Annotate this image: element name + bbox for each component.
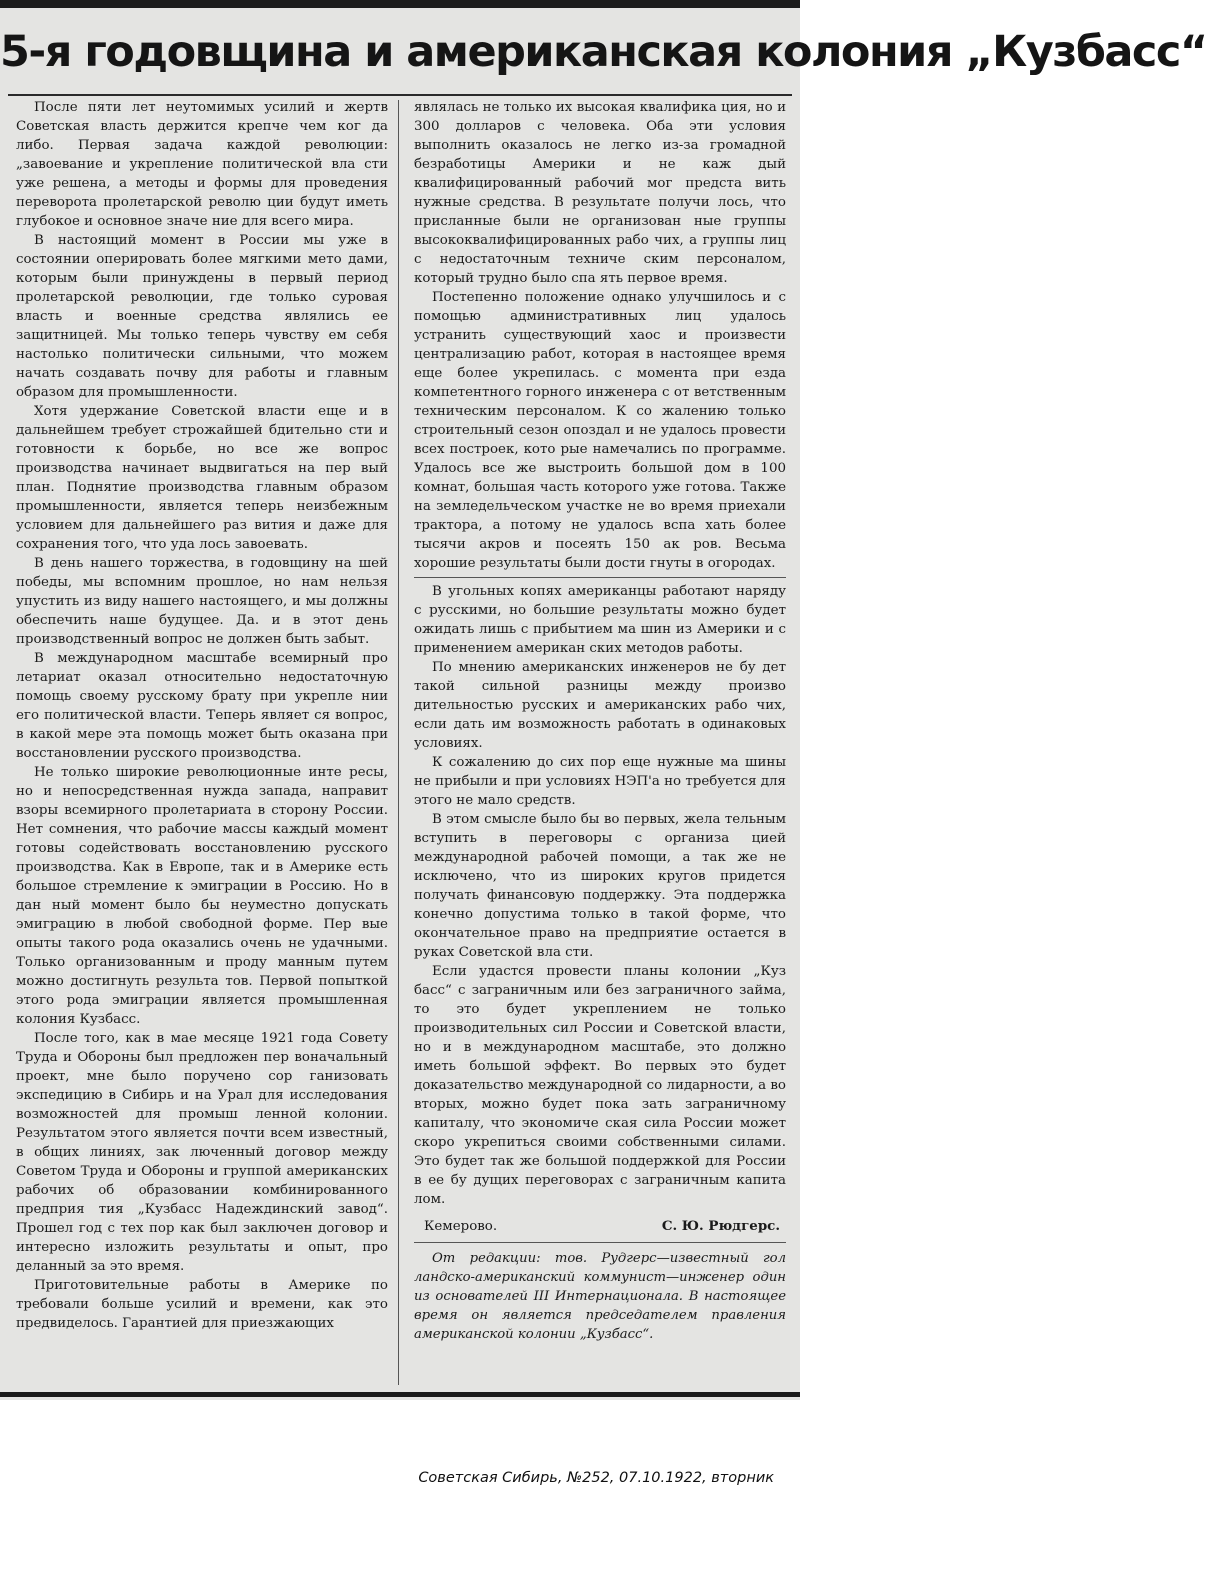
- article-paragraph: После того, как в мае месяце 1921 года Совету Труда и Обороны был предложен пер воначальный проект, мне было поручено сор ганизовать экспедицию в Сибирь и на Урал для исследования возможностей для промыш ленной колонии. Результатом этого является почти всем известный, в общих линиях, зак люченный договор между Советом Труда и Обороны и группой американских рабочих об образовании комбинированного предприя тия „Кузбасс Надеждинский завод“. Прошел год с тех пор как был заключен договор и интересно изложить результаты и опыт, про деланный за это время.: [16, 1031, 388, 1274]
- article-paragraph: Хотя удержание Советской власти еще и в дальнейшем требует строжайшей бдительно сти и готовности к борьбе, но все же вопрос производства начинает выдвигаться на пер вый план. Поднятие производства главным образом промышленности, является теперь неизбежным условием для дальнейшего раз вития и даже для сохранения того, что уда лось завоевать.: [16, 404, 388, 552]
- column-divider: [398, 100, 399, 1385]
- article-paragraph: В настоящий момент в России мы уже в состоянии оперировать более мягкими мето дами, которым были принуждены в первый период пролетарской революции, где только суровая власть и военные средства являлись ее защитницей. Мы только теперь чувству ем себя настолько политически сильными, что можем начать создавать почву для работы и главным образом для промышленности.: [16, 233, 388, 400]
- headline-divider: [8, 94, 792, 96]
- article-paragraph: Не только широкие революционные инте ресы, но и непосредственная нужда запада, направит взоры всемирного пролетариата в сторону России. Нет сомнения, что рабочие массы каждый момент готовы содействовать восстановлению русского производства. Как в Европе, так и в Америке есть большое стремление к эмиграции в Россию. Но в дан ный момент было бы неуместно допускать эмиграцию в любой свободной форме. Пер вые опыты такого рода оказались очень не удачными. Только организованным и проду манным путем можно достигнуть результа тов. Первой попыткой этого рода эмиграции является промышленная колония Кузбасс.: [16, 765, 388, 1027]
- article-paragraph: являлась не только их высокая квалифика ция, но и 300 долларов с человека. Оба эти условия выполнить оказалось не легко из-за громадной безработицы Америки и не каж дый квалифицированный рабочий мог предста вить нужные средства. В результате получи лось, что присланные были не организован ные группы высококвалифицированных рабо чих, а группы лиц с недостаточным техниче ским персоналом, который трудно было спа ять первое время.: [414, 100, 786, 286]
- top-border-rule: [0, 0, 800, 8]
- article-paragraph: В международном масштабе всемирный про летариат оказал относительно недостаточную помощь своему русскому брату при укрепле нии его политической власти. Теперь являет ся вопрос, в какой мере эта помощь может быть оказана при восстановлении русского производства.: [16, 651, 388, 761]
- article-paragraph: В угольных копях американцы работают наряду с русскими, но большие результаты можно будет ожидать лишь с прибытием ма шин из Америки и с применением американ ских методов работы.: [414, 577, 786, 658]
- article-paragraph: Приготовительные работы в Америке по требовали больше усилий и времени, как это предвиделось. Гарантией для приезжающих: [16, 1278, 388, 1331]
- signature-place: Кемерово.: [424, 1219, 498, 1234]
- editor-note-divider: [414, 1242, 786, 1243]
- article-paragraph: После пяти лет неутомимых усилий и жертв Советская власть держится крепче чем ког да либо. Первая задача каждой революции: „завоевание и укрепление политической вла сти уже решена, а методы и формы для проведения переворота пролетарской револю ции будут иметь глубокое и основное значе ние для всего мира.: [16, 100, 388, 229]
- article-headline: 5-я годовщина и американская колония „Кузбасс“: [0, 27, 1207, 77]
- article-signature: [414, 1217, 786, 1236]
- bottom-border-rule: [0, 1392, 800, 1397]
- article-paragraph: В день нашего торжества, в годовщину на шей победы, мы вспомним прошлое, но нам нельзя упустить из виду нашего настоящего, и мы должны обеспечить наше будущее. Да. и в этот день производственный вопрос не должен быть забыт.: [16, 556, 388, 647]
- article-left-column: [16, 98, 388, 1388]
- article-paragraph: Постепенно положение однако улучшилось и с помощью административных лиц удалось устранить существующий хаос и произвести централизацию работ, которая в настоящее время еще более укрепилась. с момента при езда компетентного горного инженера с от ветственным техническим персоналом. К со жалению только строительный сезон опоздал и не удалось провести всех построек, кото рые намечались по программе. Удалось все же выстроить большой дом в 100 комнат, большая часть которого уже готова. Также на земледельческом участке не во время приехали трактора, а потому не удалось вспа хать более тысячи акров и посеять 150 ак ров. Весьма хорошие результаты были дости гнуты в огородах.: [414, 290, 786, 571]
- article-paragraph: Если удастся провести планы колонии „Куз басс“ с заграничным или без заграничного займа, то это будет укреплением не только производительных сил России и Советской власти, но и в международном масштабе, это должно иметь большой эффект. Во первых это будет доказательство международной со лидарности, а во вторых, можно будет пока зать заграничному капиталу, что экономиче ская сила России может скоро укрепиться своими собственными силами. Это будет так же большой поддержкой для России в ее бу дущих переговорах с заграничным капита лом.: [414, 964, 786, 1207]
- source-caption: Советская Сибирь, №252, 07.10.1922, вторник: [418, 1470, 774, 1486]
- article-right-column: [414, 98, 786, 1388]
- article-paragraph: К сожалению до сих пор еще нужные ма шины не прибыли и при условиях НЭП'а но требуется для этого не мало средств.: [414, 755, 786, 808]
- editor-note: От редакции: тов. Рудгерс—известный гол ландско-американский коммунист—инженер один из основателей III Интернационала. В настоящее время он является председателем правления американской колонии „Кузбасс“.: [414, 1251, 786, 1342]
- signature-author: С. Ю. Рюдгерс.: [661, 1218, 780, 1234]
- article-paragraph: В этом смысле было бы во первых, жела тельным вступить в переговоры с организа цией международной рабочей помощи, а так же не исключено, что из широких кругов придется получать финансовую поддержку. Эта поддержка конечно допустима только в такой форме, что окончательное право на предприятие остается в руках Советской вла сти.: [414, 812, 786, 960]
- article-paragraph: По мнению американских инженеров не бу дет такой сильной разницы между произво дительностью русских и американских рабо чих, если дать им возможность работать в одинаковых условиях.: [414, 660, 786, 751]
